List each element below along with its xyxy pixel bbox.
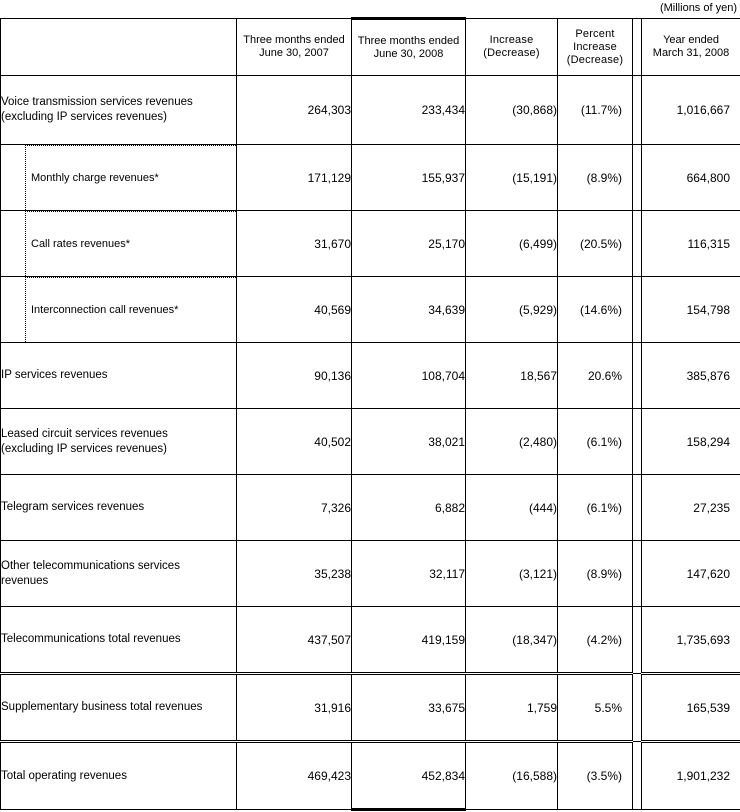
- header-increase-line1: Increase: [489, 34, 534, 46]
- column-gap-spacer: [633, 76, 642, 145]
- header-q2007-line1: Three months ended: [243, 34, 345, 46]
- cell-q2008: 6,882: [352, 475, 466, 541]
- cell-percent: 5.5%: [558, 674, 633, 742]
- cell-increase: (3,121): [466, 541, 558, 607]
- row-label-total-operating: [1, 742, 237, 810]
- header-cell-q2008: [352, 19, 466, 76]
- cell-q2007: 31,670: [237, 211, 352, 277]
- row-label-interconnection-call: [1, 277, 237, 343]
- row-label-line1: IP services revenues: [1, 369, 108, 381]
- cell-increase: (2,480): [466, 409, 558, 475]
- cell-percent: (6.1%): [558, 475, 633, 541]
- cell-increase: 18,567: [466, 343, 558, 409]
- header-percent-line2: Increase: [573, 40, 617, 53]
- header-increase-line2: (Decrease): [483, 47, 540, 59]
- column-gap-spacer: [633, 475, 642, 541]
- cell-year: 1,735,693: [642, 607, 740, 674]
- cell-increase: (15,191): [466, 145, 558, 211]
- row-label-line1: Call rates revenues*: [25, 211, 236, 276]
- cell-increase: (30,868): [466, 76, 558, 145]
- header-q2008-line2: June 30, 2008: [373, 47, 444, 60]
- cell-q2007: 171,129: [237, 145, 352, 211]
- row-label-line2: (excluding IP services revenues): [1, 442, 167, 455]
- cell-year: 165,539: [642, 674, 740, 742]
- row-label-line1: Total operating revenues: [1, 769, 127, 782]
- row-label-line1: Telecommunications total revenues: [1, 633, 181, 645]
- column-gap-spacer: [633, 409, 642, 475]
- row-label-ip-services: [1, 343, 237, 409]
- header-percent-line1: Percent: [575, 27, 615, 40]
- cell-q2007: 7,326: [237, 475, 352, 541]
- cell-q2008: 33,675: [352, 674, 466, 742]
- table-row-total: [1, 742, 740, 810]
- cell-year: 1,901,232: [642, 742, 740, 810]
- cell-q2008: 32,117: [352, 541, 466, 607]
- financial-table-container: [0, 17, 740, 811]
- header-cell-q2007: [237, 19, 352, 76]
- cell-year: 147,620: [642, 541, 740, 607]
- cell-q2008: 233,434: [352, 76, 466, 145]
- header-cell-year: [642, 19, 740, 76]
- cell-increase: (5,929): [466, 277, 558, 343]
- cell-q2008: 38,021: [352, 409, 466, 475]
- cell-percent: (4.2%): [558, 607, 633, 674]
- cell-q2008: 108,704: [352, 343, 466, 409]
- cell-increase: (6,499): [466, 211, 558, 277]
- row-label-line2: (excluding IP services revenues): [1, 111, 167, 123]
- column-gap-spacer: [633, 742, 642, 810]
- cell-percent: (8.9%): [558, 145, 633, 211]
- cell-q2007: 40,502: [237, 409, 352, 475]
- table-row-sub: [1, 211, 740, 277]
- cell-q2007: 90,136: [237, 343, 352, 409]
- row-label-other-telecommunications: [1, 541, 237, 607]
- cell-percent: 20.6%: [558, 343, 633, 409]
- table-row: [1, 343, 740, 409]
- table-row: [1, 541, 740, 607]
- cell-q2008: 452,834: [352, 742, 466, 810]
- column-gap-spacer: [633, 211, 642, 277]
- column-gap-spacer: [633, 145, 642, 211]
- cell-q2007: 469,423: [237, 742, 352, 810]
- row-label-monthly-charge: [1, 145, 237, 211]
- header-cell-label: [1, 19, 237, 76]
- units-note: (Millions of yen): [659, 2, 737, 14]
- operating-revenues-table: [0, 17, 740, 811]
- table-row: [1, 409, 740, 475]
- row-label-line1: Interconnection call revenues*: [25, 277, 236, 342]
- cell-increase: (444): [466, 475, 558, 541]
- cell-q2008: 34,639: [352, 277, 466, 343]
- row-label-telecom-total: [1, 607, 237, 674]
- cell-q2007: 35,238: [237, 541, 352, 607]
- cell-year: 116,315: [642, 211, 740, 277]
- header-cell-percent: [558, 19, 633, 76]
- header-year-line1: Year ended: [663, 34, 719, 46]
- cell-year: 1,016,667: [642, 76, 740, 145]
- column-gap-spacer: [633, 674, 642, 742]
- row-label-line1: Leased circuit services revenues: [1, 427, 168, 440]
- column-gap-spacer: [633, 343, 642, 409]
- cell-percent: (20.5%): [558, 211, 633, 277]
- cell-q2007: 31,916: [237, 674, 352, 742]
- row-label-telegram-services: [1, 475, 237, 541]
- header-q2008-line1: Three months ended: [357, 34, 460, 47]
- table-row: [1, 475, 740, 541]
- cell-percent: (6.1%): [558, 409, 633, 475]
- cell-year: 664,800: [642, 145, 740, 211]
- row-label-line1: Telegram services revenues: [1, 501, 145, 513]
- cell-percent: (3.5%): [558, 742, 633, 810]
- row-label-call-rates: [1, 211, 237, 277]
- row-label-voice-transmission: [1, 76, 237, 145]
- row-label-line1: Voice transmission services revenues: [1, 96, 193, 108]
- cell-q2007: 40,569: [237, 277, 352, 343]
- column-gap-spacer: [633, 541, 642, 607]
- row-label-leased-circuit: [1, 409, 237, 475]
- row-label-line1: Supplementary business total revenues: [1, 701, 203, 713]
- column-gap-spacer: [633, 277, 642, 343]
- header-percent-line3: (Decrease): [566, 53, 624, 66]
- column-gap-spacer: [633, 607, 642, 674]
- header-year-line2: March 31, 2008: [652, 47, 730, 59]
- cell-q2008: 25,170: [352, 211, 466, 277]
- cell-year: 27,235: [642, 475, 740, 541]
- header-cell-increase: [466, 19, 558, 76]
- cell-q2008: 155,937: [352, 145, 466, 211]
- cell-percent: (8.9%): [558, 541, 633, 607]
- table-row-subtotal: [1, 674, 740, 742]
- table-row: [1, 76, 740, 145]
- table-header-row: [1, 19, 740, 76]
- cell-year: 158,294: [642, 409, 740, 475]
- row-label-line1: Monthly charge revenues*: [25, 145, 236, 210]
- cell-increase: 1,759: [466, 674, 558, 742]
- table-row-sub: [1, 145, 740, 211]
- header-q2007-line2: June 30, 2007: [259, 47, 329, 59]
- cell-increase: (18,347): [466, 607, 558, 674]
- cell-increase: (16,588): [466, 742, 558, 810]
- cell-year: 385,876: [642, 343, 740, 409]
- column-gap-spacer: [633, 19, 642, 76]
- cell-year: 154,798: [642, 277, 740, 343]
- cell-q2007: 264,303: [237, 76, 352, 145]
- cell-percent: (14.6%): [558, 277, 633, 343]
- cell-q2007: 437,507: [237, 607, 352, 674]
- cell-q2008: 419,159: [352, 607, 466, 674]
- table-row-subtotal: [1, 607, 740, 674]
- row-label-line1: Other telecommunications services: [1, 559, 180, 572]
- row-label-supplementary-total: [1, 674, 237, 742]
- row-label-line2: revenues: [1, 574, 49, 587]
- table-row-sub: [1, 277, 740, 343]
- cell-percent: (11.7%): [558, 76, 633, 145]
